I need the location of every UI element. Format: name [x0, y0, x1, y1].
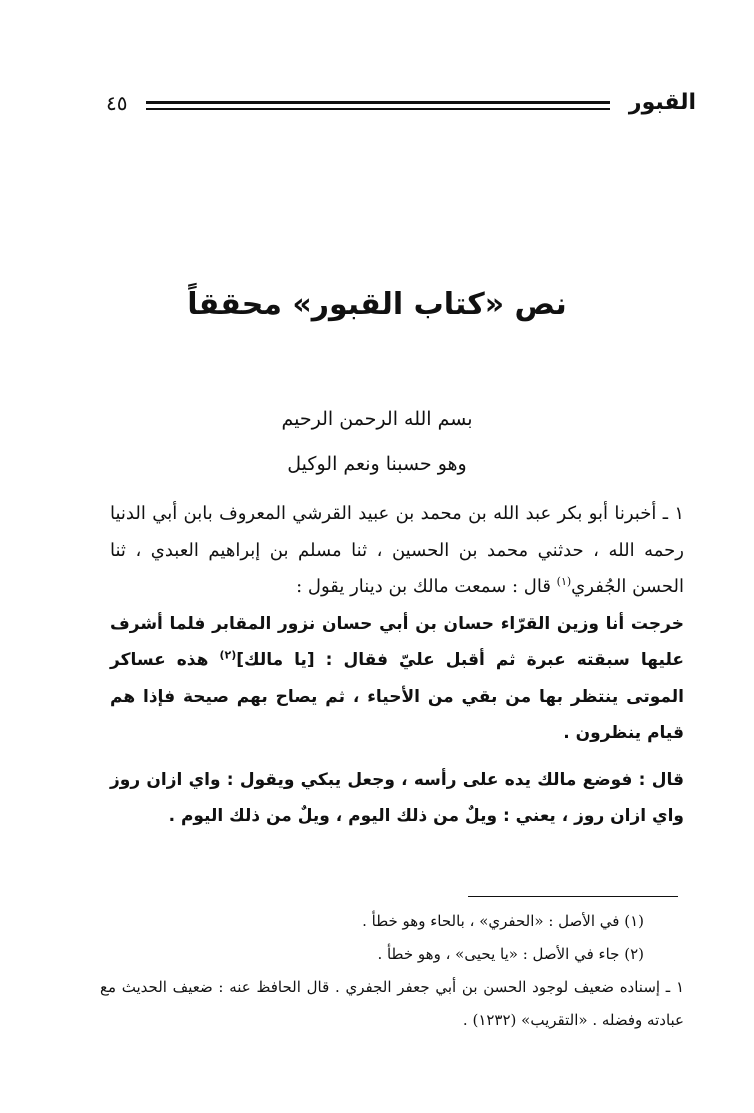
matn-text-end: هذه عساكر الموتى ينتظر بها من بقي من الأحياء ، ثم يصاح بهم صيحة فإذا هم قيام ينظرون .: [110, 650, 684, 743]
footnote-takhrij: ١ ـ إسناده ضعيف لوجود الحسن بن أبي جعفر الجفري . قال الحافظ عنه : ضعيف الحديث مع عبادته وفضله . «التقريب» (١٢٣٢) .: [100, 978, 684, 1029]
footnotes: [100, 905, 684, 1037]
isnad-paragraph: [110, 496, 684, 606]
chapter-title: نص «كتاب القبور» محققاً: [187, 287, 567, 322]
isnad-text: ١ ـ أخبرنا أبو بكر عبد الله بن محمد بن عبيد القرشي المعروف بابن أبي الدنيا رحمه الله ، حدثني محمد بن الحسين ، ثنا مسلم بن إبراهيم العبدي ، ثنا الحسن الجُفري: [110, 503, 684, 597]
hasbuna-line: وهو حسبنا ونعم الوكيل: [287, 453, 467, 475]
matn-text: خرجت أنا وزين القرّاء حسان بن أبي حسان نزور المقابر فلما أشرف عليها سبقته عبرة ثم أقبل عليّ فقال : [يا مالك]: [110, 613, 684, 670]
isnad-text-end: قال : سمعت مالك بن دينار يقول :: [296, 576, 557, 597]
header-rule: [146, 101, 610, 104]
closing-paragraph: قال : فوضع مالك يده على رأسه ، وجعل يبكي ويقول : واي ازان روز واي ازان روز ، يعني : ويلٌ من ذلك اليوم ، ويلٌ من ذلك اليوم .: [110, 769, 684, 826]
main-text: [110, 496, 684, 835]
header-rule-thin: [146, 108, 610, 110]
footnote-ref-1: (١): [556, 575, 572, 588]
matn-paragraph: [110, 606, 684, 752]
running-title: القبور: [628, 90, 696, 115]
page-number: ٤٥: [106, 91, 128, 115]
basmala: بسم الله الرحمن الرحيم: [281, 408, 473, 430]
footnote-ref-2: (٢): [219, 648, 237, 662]
running-header: [106, 88, 696, 128]
footnote-1: (١) في الأصل : «الحفري» ، بالحاء وهو خطأ .: [362, 912, 644, 930]
footnote-2: (٢) جاء في الأصل : «يا يحيى» ، وهو خطأ .: [377, 945, 644, 963]
footnote-separator: [468, 896, 678, 897]
